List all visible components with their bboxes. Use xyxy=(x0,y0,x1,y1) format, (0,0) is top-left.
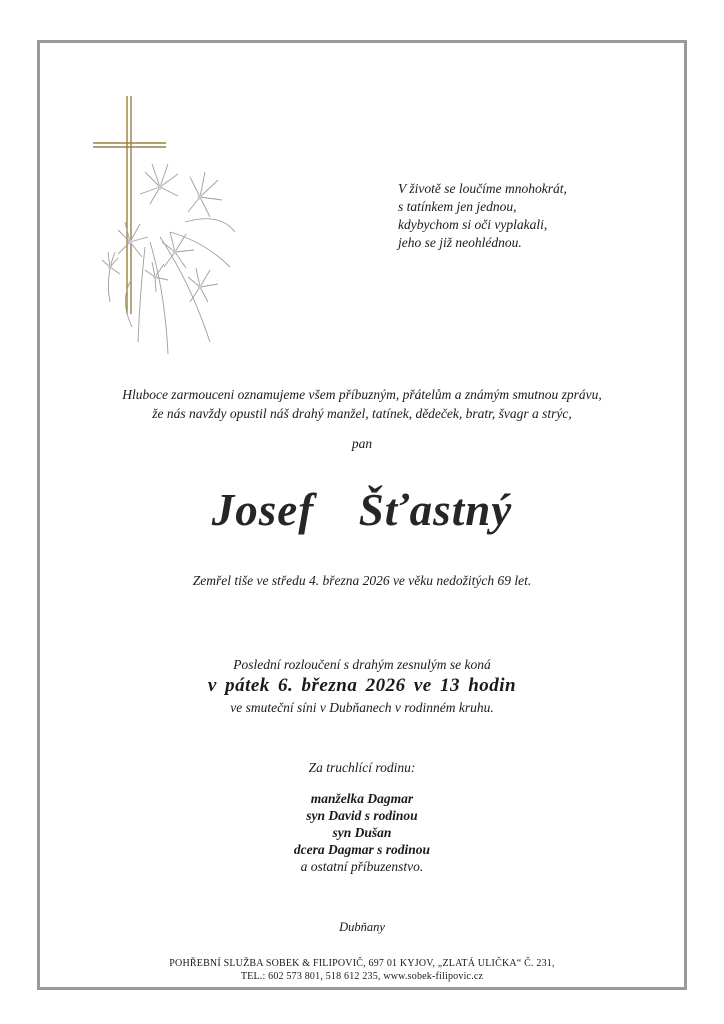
farewell-datetime: v pátek 6. března 2026 ve 13 hodin xyxy=(207,675,517,696)
announcement-line: že nás navždy opustil náš drahý manžel, tatínek, dědeček, bratr, švagr a strýc, xyxy=(152,406,572,421)
farewell-intro: Poslední rozloučení s drahým zesnulým se koná xyxy=(233,657,491,672)
mourners-closing: a ostatní příbuzenstvo. xyxy=(300,859,424,874)
mourner-name: syn Dušan xyxy=(332,825,392,840)
mourners-list xyxy=(40,790,684,875)
memorial-poem xyxy=(398,180,638,252)
poem-line: s tatínkem jen jednou, xyxy=(398,199,517,214)
poem-line: V životě se loučíme mnohokrát, xyxy=(398,181,567,196)
death-notice: Zemřel tiše ve středu 4. března 2026 ve věku nedožitých 69 let. xyxy=(192,573,532,588)
announcement-text xyxy=(40,385,684,423)
funeral-service-footer xyxy=(40,957,684,983)
mourners-heading: Za truchlící rodinu: xyxy=(308,760,416,775)
announcement-line: Hluboce zarmouceni oznamujeme všem příbuzným, přátelům a známým smutnou zprávu, xyxy=(122,387,602,402)
poem-line: kdybychom si oči vyplakali, xyxy=(398,217,548,232)
place-name: Dubňany xyxy=(339,920,385,934)
honorific: pan xyxy=(351,436,373,451)
farewell-details xyxy=(40,655,684,717)
mourner-name: syn David s rodinou xyxy=(306,808,418,823)
farewell-location: ve smuteční síni v Dubňanech v rodinném kruhu. xyxy=(230,700,494,715)
deceased-name: Josef Šťastný xyxy=(211,485,513,535)
poem-line: jeho se již neohlédnou. xyxy=(398,235,522,250)
mourner-name: dcera Dagmar s rodinou xyxy=(293,842,431,857)
cross-with-lilies-icon xyxy=(90,92,250,367)
mourner-name: manželka Dagmar xyxy=(310,791,414,806)
footer-address: POHŘEBNÍ SLUŽBA SOBEK & FILIPOVIČ, 697 01 KYJOV, „ZLATÁ ULIČKA“ Č. 231, xyxy=(169,958,555,969)
footer-contact: TEL.: 602 573 801, 518 612 235, www.sobek-filipovic.cz xyxy=(240,971,484,982)
